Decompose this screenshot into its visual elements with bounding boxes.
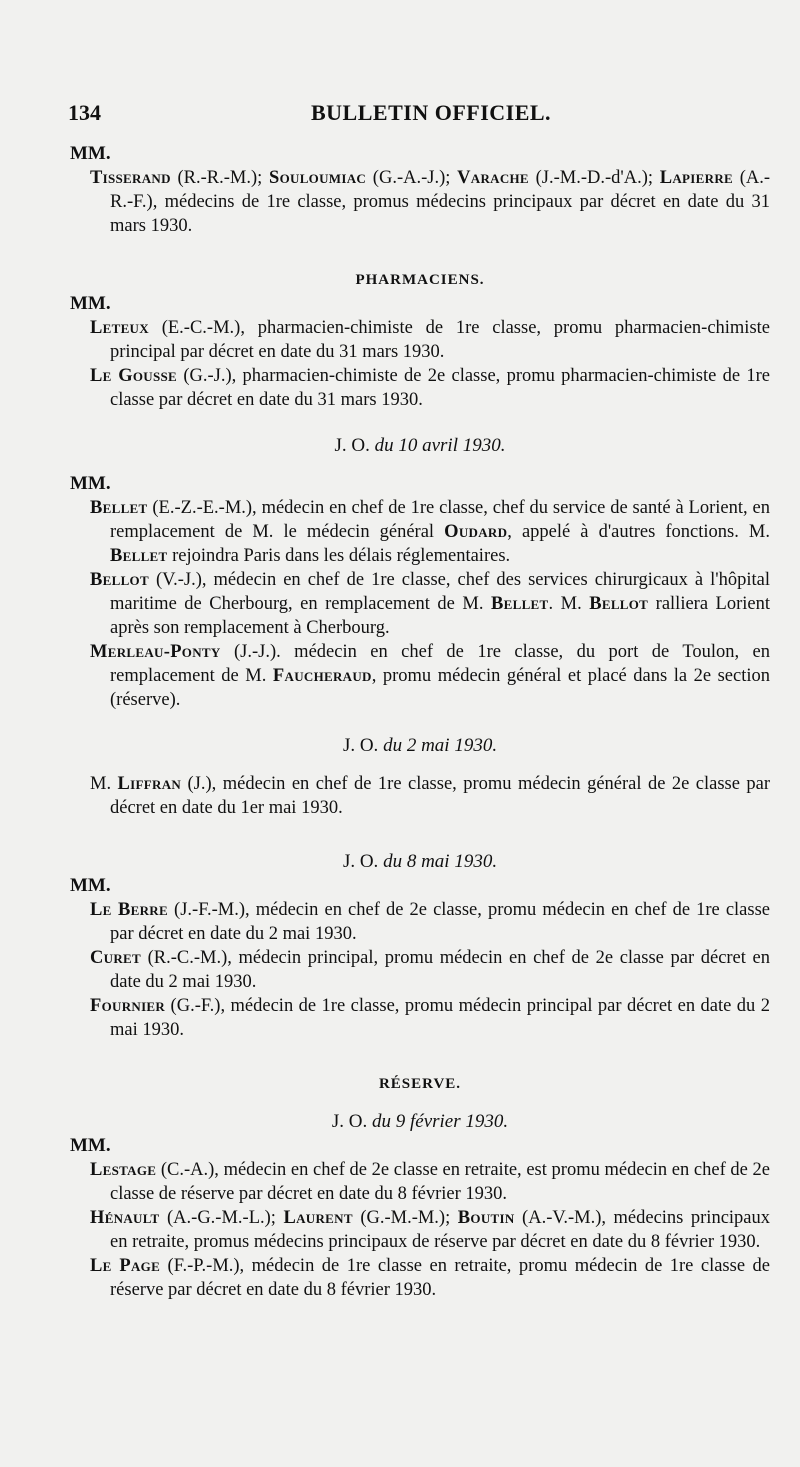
surname: Tisserand [90, 168, 171, 188]
entry-le-berre: Le Berre (J.-F.-M.), médecin en chef de 2e classe, promu médecin en chef de 1re classe par décret en date du 2 mai 1930. [90, 900, 770, 944]
surname: Hénault [90, 1208, 160, 1228]
surname: Leteux [90, 318, 149, 338]
entry-leteux: Leteux (E.-C.-M.), pharmacien-chimiste de 1re classe, promu pharmacien-chimiste principal par décret en date du 31 mars 1930. [90, 318, 770, 362]
jo-heading-9-fevrier: J. O. du 9 février 1930. [331, 1111, 509, 1132]
mm-label: MM. [70, 875, 111, 896]
surname: Faucheraud [272, 666, 372, 686]
surname: Lestage [90, 1160, 157, 1180]
surname: Bellot [90, 570, 149, 590]
running-title: BULLETIN OFFICIEL. [311, 100, 552, 125]
body-text [70, 142, 770, 1302]
section-heading-reserve: RÉSERVE. [378, 1076, 462, 1092]
page-header [68, 100, 758, 132]
entry-merleau-ponty: Merleau-Ponty (J.-J.). médecin en chef de 1re classe, du port de Toulon, en remplacement de M. Faucheraud, promu médecin général et placé dans la 2e section (réserve). [90, 642, 770, 710]
entry-le-gousse: Le Gousse (G.-J.), pharmacien-chimiste de 2e classe, promu pharmacien-chimiste de 1re classe par décret en date du 31 mars 1930. [90, 366, 770, 410]
surname: Le Page [90, 1256, 161, 1276]
surname: Fournier [90, 996, 166, 1016]
surname: Liffran [117, 774, 182, 794]
entry-lestage: Lestage (C.-A.), médecin en chef de 2e classe en retraite, est promu médecin en chef de 2e classe de réserve par décret en date du 8 février 1930. [90, 1160, 770, 1204]
surname: Bellot [589, 594, 649, 614]
surname: Souloumiac [269, 168, 367, 188]
surname: Bellet [90, 498, 148, 518]
surname: Le Berre [90, 900, 168, 920]
jo-heading-8-mai: J. O. du 8 mai 1930. [342, 851, 498, 872]
jo-heading-2-mai: J. O. du 2 mai 1930. [342, 735, 498, 756]
surname: Bellet [110, 546, 168, 566]
entry-tisserand: Tisserand (R.-R.-M.); Souloumiac (G.-A.-J.); Varache (J.-M.-D.-d'A.); Lapierre (A.-R.-F.), médecins de 1re classe, promus médecins principaux par décret en date du 31 mars 1930. [90, 168, 771, 236]
surname: Varache [457, 168, 529, 188]
mm-label: MM. [70, 143, 111, 164]
jo-heading-10-avril: J. O. du 10 avril 1930. [334, 435, 506, 456]
entry-fournier: Fournier (G.-F.), médecin de 1re classe, promu médecin principal par décret en date du 2 mai 1930. [90, 996, 770, 1040]
surname: Boutin [457, 1208, 515, 1228]
entry-le-page: Le Page (F.-P.-M.), médecin de 1re classe en retraite, promu médecin de 1re classe de réserve par décret en date du 8 février 1930. [90, 1256, 770, 1300]
section-heading-pharmaciens: PHARMACIENS. [355, 272, 485, 288]
page-number: 134 [68, 100, 101, 125]
surname: Oudard [444, 522, 508, 542]
surname: Bellet [491, 594, 549, 614]
entry-henault: Hénault (A.-G.-M.-L.); Laurent (G.-M.-M.); Boutin (A.-V.-M.), médecins principaux en retraite, promus médecins principaux de réserve par décret en date du 8 février 1930. [90, 1208, 771, 1252]
entry-curet: Curet (R.-C.-M.), médecin principal, promu médecin en chef de 2e classe par décret en date du 2 mai 1930. [90, 948, 770, 992]
surname: Laurent [283, 1208, 353, 1228]
mm-label: MM. [70, 293, 111, 314]
surname: Curet [90, 948, 141, 968]
mm-label: MM. [70, 473, 111, 494]
entry-bellot: Bellot (V.-J.), médecin en chef de 1re classe, chef des services chirurgicaux à l'hôpital maritime de Cherbourg, en remplacement de M. Bellet. M. Bellot ralliera Lorient après son remplacement à Cherbourg. [90, 570, 771, 638]
surname: Merleau-Ponty [90, 642, 221, 662]
entry-liffran: M. Liffran (J.), médecin en chef de 1re classe, promu médecin général de 2e classe par décret en date du 1er mai 1930. [90, 774, 770, 818]
surname: Le Gousse [90, 366, 178, 386]
entry-bellet: Bellet (E.-Z.-E.-M.), médecin en chef de 1re classe, chef du service de santé à Lorient, en remplacement de M. le médecin général Oudard, appelé à d'autres fonctions. M. Bellet rejoindra Paris dans les délais réglementaires. [90, 498, 771, 566]
mm-label: MM. [70, 1135, 111, 1156]
surname: Lapierre [659, 168, 733, 188]
